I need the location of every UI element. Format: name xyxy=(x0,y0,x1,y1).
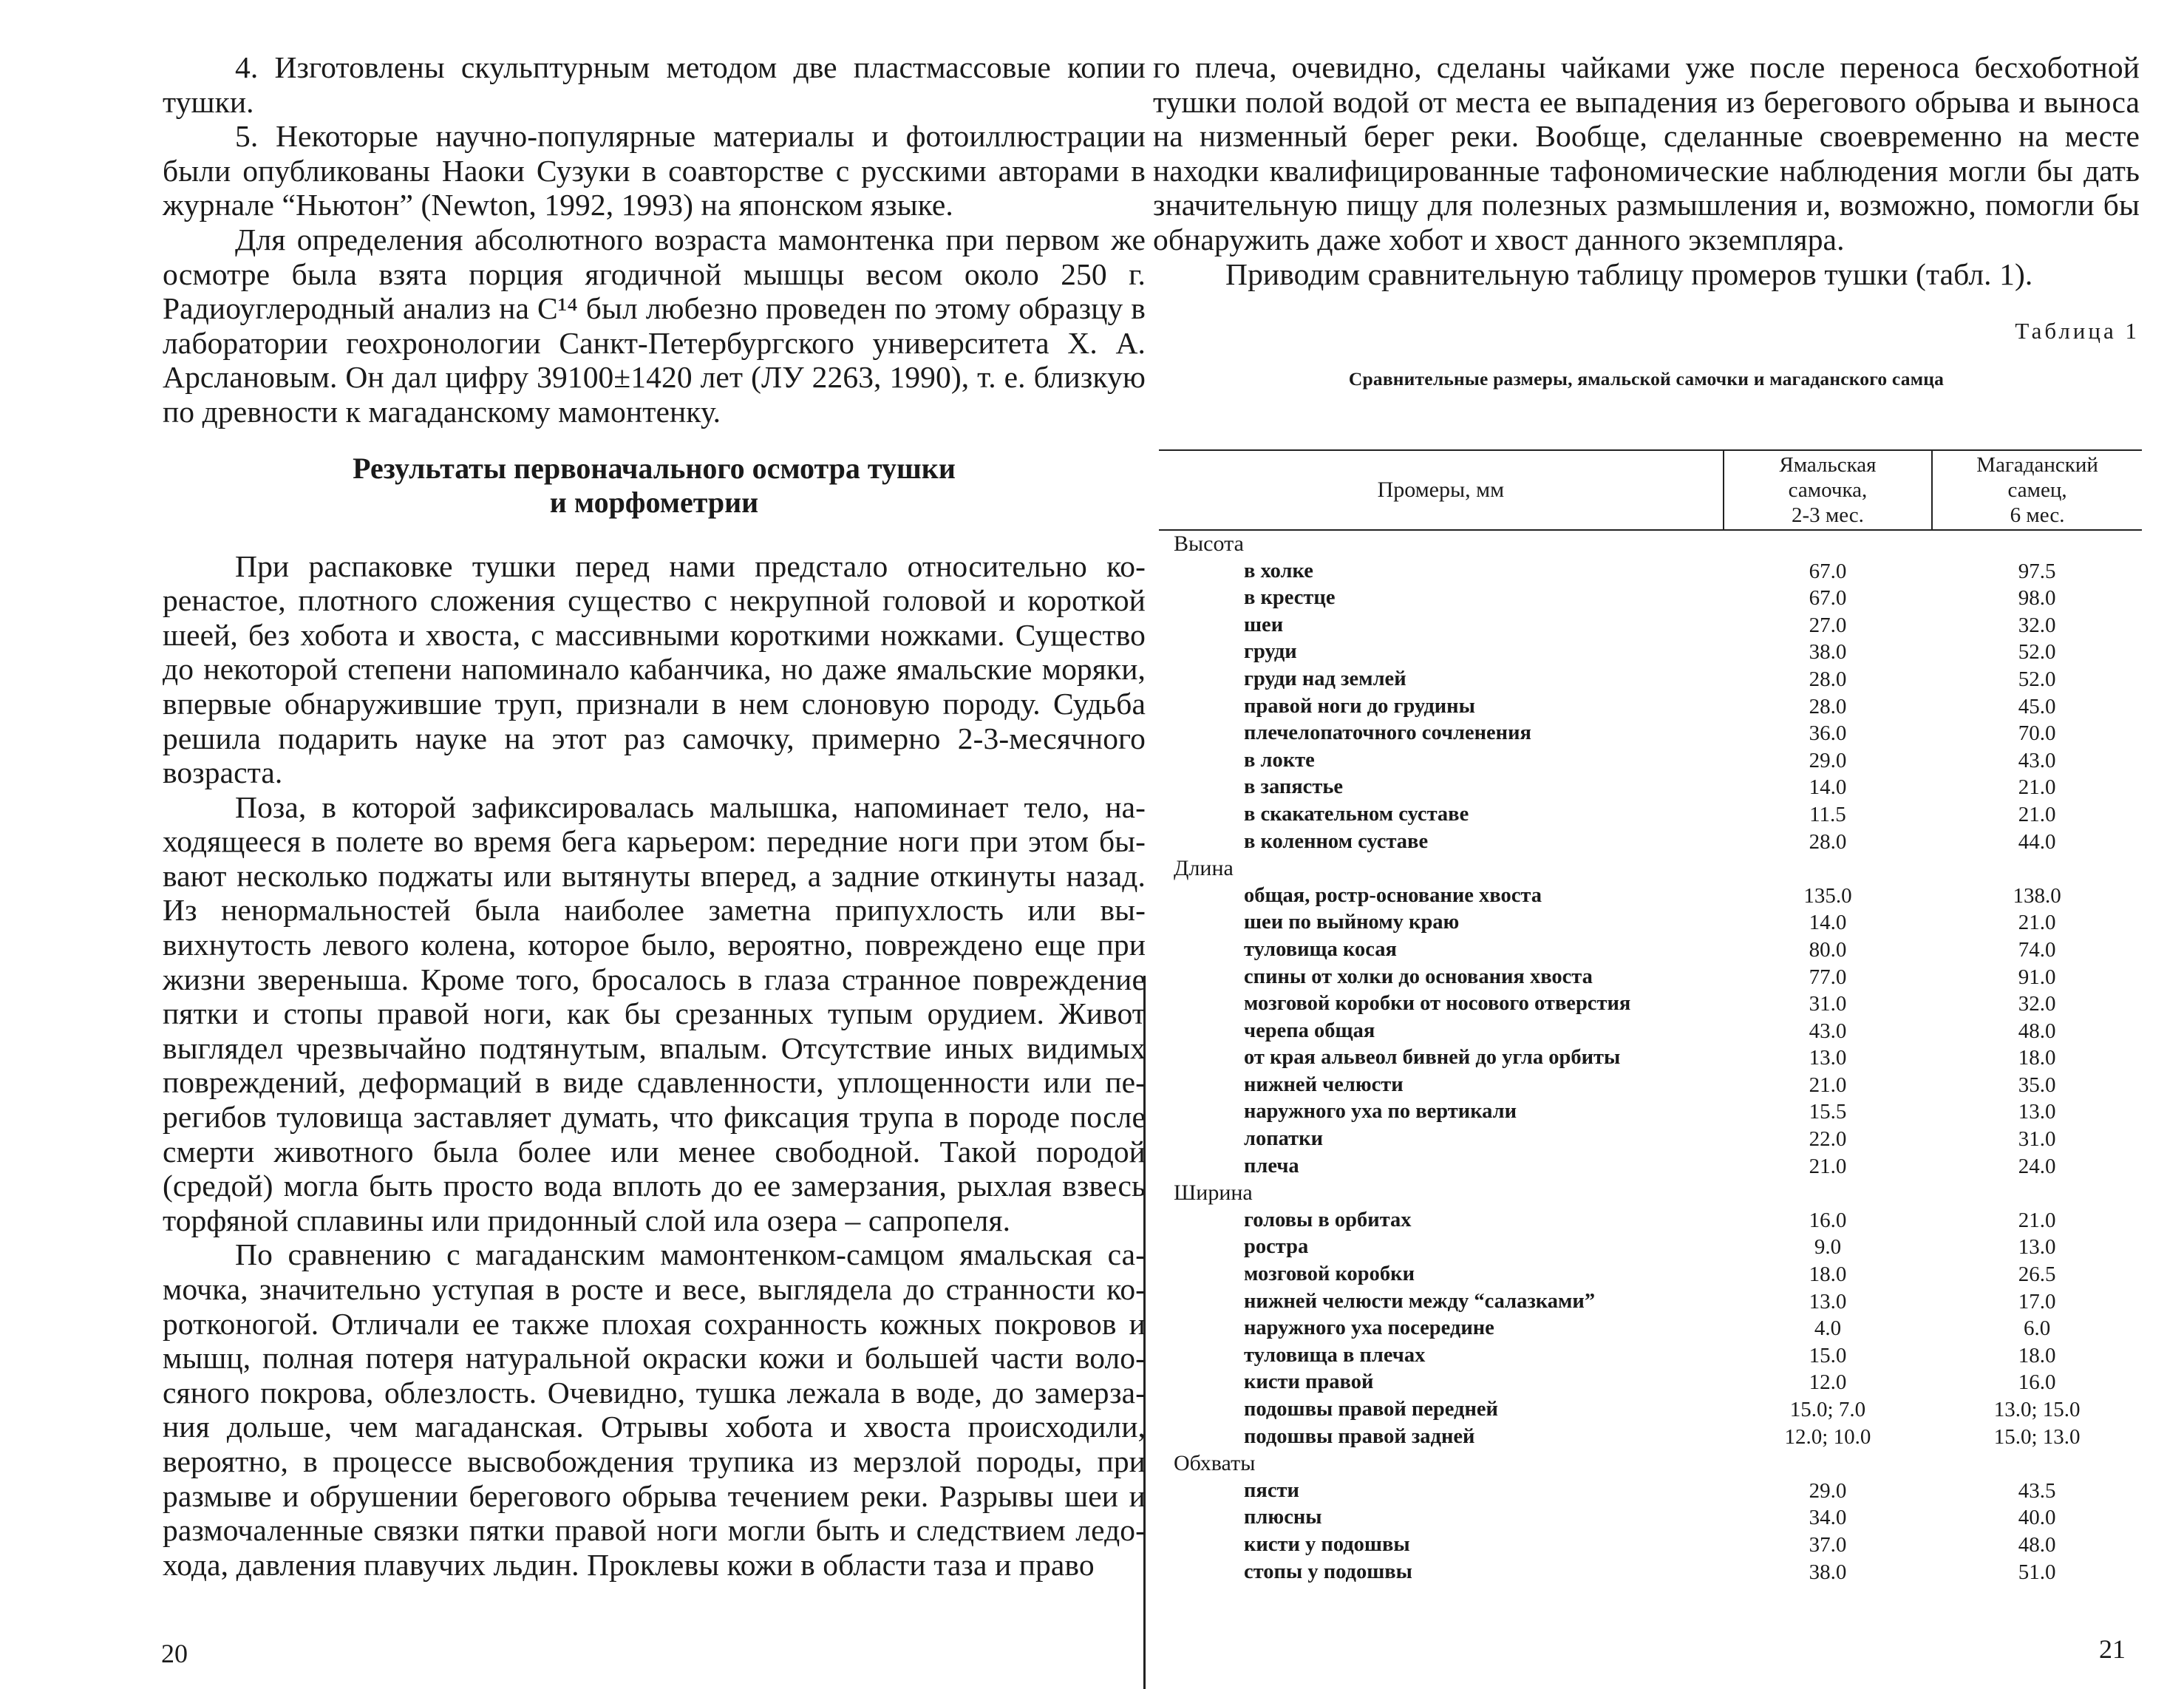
magadan-value: 21.0 xyxy=(2018,802,2056,826)
yamal-value: 9.0 xyxy=(1814,1235,1842,1260)
section-heading-line2: и морфометрии xyxy=(549,485,759,519)
measurement-name: лопатки xyxy=(1244,1127,1324,1151)
magadan-value: 44.0 xyxy=(2018,829,2056,854)
page-number-left: 20 xyxy=(161,1639,188,1668)
magadan-value: 17.0 xyxy=(2018,1289,2056,1314)
table-row xyxy=(1159,1207,2142,1234)
magadan-value: 138.0 xyxy=(2013,883,2061,908)
table-row xyxy=(1159,1234,2142,1261)
table-row xyxy=(1159,612,2142,639)
magadan-value: 13.0; 15.0 xyxy=(1993,1398,2081,1421)
yamal-value: 13.0 xyxy=(1809,1046,1847,1070)
measurement-name: туловища в плечах xyxy=(1244,1343,1426,1367)
yamal-value: 37.0 xyxy=(1809,1532,1847,1557)
magadan-value: 48.0 xyxy=(2018,1532,2056,1557)
measurement-name: плеча xyxy=(1244,1154,1299,1177)
magadan-value: 43.0 xyxy=(2018,748,2056,772)
yamal-value: 11.5 xyxy=(1809,802,1846,826)
yamal-value: 18.0 xyxy=(1809,1262,1847,1287)
table-row xyxy=(1159,1018,2142,1045)
table-title: Сравнительные размеры, ямальской самочки и магаданского самца xyxy=(1348,368,1945,390)
paragraph-unpacking: При распаковке тушки перед нами предстало относительно коренастое, плотного сложения существо с некрупной головой и короткой шеей, без хобота и хвоста, с массивными короткими ножками. Существо до некоторой степени напоминало кабанчика, но даже ямальские моряки, впервые обнаружившие труп, признали в нем слоновую породу. Судьба решила подарить науке на этот раз самочку, примерно 2-3-месячного возраста. xyxy=(163,548,1146,790)
table-row xyxy=(1159,909,2142,937)
measurements-table xyxy=(1159,449,2142,1586)
magadan-value: 21.0 xyxy=(2018,1208,2056,1232)
table-row xyxy=(1159,1559,2142,1586)
yamal-value: 16.0 xyxy=(1809,1208,1847,1232)
yamal-value: 15.0 xyxy=(1809,1343,1847,1367)
measurement-name: подошвы правой задней xyxy=(1244,1424,1475,1448)
table-row xyxy=(1159,1153,2142,1180)
yamal-value: 67.0 xyxy=(1809,559,1847,583)
table-row xyxy=(1159,585,2142,612)
magadan-value: 15.0; 13.0 xyxy=(1993,1424,2081,1449)
yamal-value: 13.0 xyxy=(1809,1289,1847,1314)
yamal-value: 21.0 xyxy=(1809,1073,1847,1097)
magadan-value: 24.0 xyxy=(2018,1154,2056,1178)
measurement-name: груди над землей xyxy=(1244,667,1406,690)
table-body xyxy=(1159,530,2142,1586)
table-row xyxy=(1159,1532,2142,1559)
yamal-value: 36.0 xyxy=(1809,721,1847,746)
magadan-value: 40.0 xyxy=(2018,1506,2056,1530)
magadan-value: 70.0 xyxy=(2018,721,2056,746)
magadan-value: 51.0 xyxy=(2018,1560,2056,1584)
table-group-row xyxy=(1159,530,2142,558)
measurement-name: от края альвеол бивней до угла орбиты xyxy=(1244,1046,1621,1070)
measurement-name: груди xyxy=(1244,640,1297,664)
measurement-name: правой ноги до грудины xyxy=(1244,694,1475,718)
table-group-row xyxy=(1159,1450,2142,1478)
table-row xyxy=(1159,1342,2142,1370)
paragraph-comparison: По сравнению с магаданским мамонтенком-самцом ямальская самочка, значительно уступая в росте и весе, выглядела до странности коротконогой. Отличали ее также плохая сохранность кожных покровов и мышц, полная потеря натуральной окраски кожи и большей части волосяного покрова, облезлость. Очевидно, тушка лежала в воде, до замерзания дольше, чем магаданская. Отрывы хобота и хвоста происходили, вероятно, в процессе высвобождения трупика из мерзлой породы, при размыве и обрушении берегового обрыва течением реки. Разрывы шеи и размочаленные связки пятки правой ноги могли быть и следствием ледохода, давления плавучих льдин. Проклевы кожи в области таза и право xyxy=(163,1237,1146,1582)
measurement-name: общая, ростр-основание хвоста xyxy=(1244,883,1542,907)
table-row xyxy=(1159,1478,2142,1505)
yamal-value: 15.0; 7.0 xyxy=(1789,1398,1866,1421)
page-number-right: 21 xyxy=(2099,1634,2126,1664)
yamal-value: 34.0 xyxy=(1809,1506,1847,1530)
table-row xyxy=(1159,693,2142,721)
paragraph-radiocarbon: Для определения абсолютного возраста мамонтенка при первом же осмотре была взята порция ягодичной мышцы весом около 250 г. Радиоуглеродный анализ на С¹⁴ был любезно проведен по этому образцу в лаборатории геохронологии Санкт-Петербургского университета Х. А. Арслановым. Он дал цифру 39100±1420 лет (ЛУ 2263, 1990), т. е. близкую по древности к магаданскому мамонтенку. xyxy=(163,222,1146,429)
measurement-name: кисти у подошвы xyxy=(1244,1532,1410,1556)
table-header-row xyxy=(1159,450,2142,530)
measurement-name: головы в орбитах xyxy=(1244,1208,1412,1231)
magadan-value: 6.0 xyxy=(2023,1316,2051,1341)
header-magadan-line3: 6 мес. xyxy=(2010,503,2065,527)
measurement-name: шеи по выйному краю xyxy=(1244,911,1460,934)
yamal-value: 29.0 xyxy=(1809,748,1847,772)
magadan-value: 16.0 xyxy=(2018,1370,2056,1395)
measurement-name: нижней челюсти между “салазками” xyxy=(1244,1289,1596,1313)
yamal-value: 28.0 xyxy=(1809,694,1847,718)
yamal-value: 14.0 xyxy=(1809,911,1847,935)
yamal-value: 12.0; 10.0 xyxy=(1784,1424,1871,1449)
magadan-value: 18.0 xyxy=(2018,1046,2056,1070)
measurement-name: подошвы правой передней xyxy=(1244,1398,1498,1421)
measurement-name: кисти правой xyxy=(1244,1370,1374,1394)
yamal-value: 38.0 xyxy=(1809,640,1847,665)
table-row xyxy=(1159,883,2142,910)
left-text-column xyxy=(163,50,1146,1582)
table-caption: Таблица 1 xyxy=(2015,318,2140,344)
measurement-name: плечелопаточного сочленения xyxy=(1244,721,1531,745)
table-row xyxy=(1159,1044,2142,1072)
magadan-value: 52.0 xyxy=(2018,640,2056,665)
yamal-value: 22.0 xyxy=(1809,1127,1847,1152)
magadan-value: 18.0 xyxy=(2018,1343,2056,1367)
yamal-value: 27.0 xyxy=(1809,613,1847,637)
yamal-value: 43.0 xyxy=(1809,1019,1847,1043)
yamal-value: 135.0 xyxy=(1803,883,1852,908)
table-row xyxy=(1159,747,2142,775)
magadan-value: 32.0 xyxy=(2018,992,2056,1016)
magadan-value: 97.5 xyxy=(2018,559,2056,583)
measurement-name: спины от холки до основания хвоста xyxy=(1244,965,1593,988)
measurement-name: наружного уха по вертикали xyxy=(1244,1100,1517,1124)
table-row xyxy=(1159,1504,2142,1532)
magadan-value: 26.5 xyxy=(2018,1262,2056,1287)
measurement-name: мозговой коробки xyxy=(1244,1262,1415,1286)
measurement-name: черепа общая xyxy=(1244,1019,1375,1042)
magadan-value: 91.0 xyxy=(2018,965,2056,989)
yamal-value: 38.0 xyxy=(1809,1560,1847,1584)
table-row xyxy=(1159,666,2142,693)
right-text-column xyxy=(1153,50,2140,390)
yamal-value: 80.0 xyxy=(1809,937,1847,962)
magadan-value: 98.0 xyxy=(2018,586,2056,611)
magadan-value: 21.0 xyxy=(2018,911,2056,935)
paragraph-pose: Поза, в которой зафиксировалась малышка, напоминает тело, находящееся в полете во время бега карьером: передние ноги при этом бывают несколько поджаты или вытянуты вперед, а задние откинуты назад. Из ненормальностей была наиболее заметна припухлость или вывихнутость левого колена, которое было, вероятно, повреждено еще при жизни звереныша. Кроме того, бросалось в глаза странное повреждение пятки и стопы правой ноги, как бы срезанных тупым орудием. Живот выглядел чрезвычайно подтянутым, впалым. Отсутствие иных видимых повреждений, деформаций в виде сдавленности, уплощенности или перегибов туловища заставляет думать, что фиксация трупа в породе после смерти животного была более или менее свободной. Такой породой (средой) могла быть просто вода вплоть до ее замерзания, рыхлая взвесь торфяной сплавины или придонный слой ила озера – сапропеля. xyxy=(163,789,1146,1237)
header-magadan-line2: самец, xyxy=(2007,478,2067,502)
yamal-value: 28.0 xyxy=(1809,667,1847,691)
table-group-label: Высота xyxy=(1174,531,1244,556)
paragraph-item-4: 4. Изготовлены скульптурным методом две пластмассовые копии тушки. xyxy=(163,50,1146,119)
magadan-value: 13.0 xyxy=(2018,1100,2056,1124)
table-row xyxy=(1159,1396,2142,1424)
yamal-value: 28.0 xyxy=(1809,829,1847,854)
table-row xyxy=(1159,1126,2142,1153)
table-row xyxy=(1159,558,2142,585)
measurement-name: в коленном суставе xyxy=(1244,829,1429,853)
table-row xyxy=(1159,774,2142,801)
header-yamal-line3: 2-3 мес. xyxy=(1791,503,1864,527)
table-row xyxy=(1159,1098,2142,1126)
section-heading xyxy=(163,452,1146,520)
yamal-value: 31.0 xyxy=(1809,992,1847,1016)
section-heading-line1: Результаты первоначального осмотра тушки xyxy=(353,451,956,485)
yamal-value: 14.0 xyxy=(1809,775,1847,800)
table-row xyxy=(1159,829,2142,856)
measurement-name: нижней челюсти xyxy=(1244,1073,1404,1096)
paragraph-continuation: го плеча, очевидно, сделаны чайками уже после переноса бесхоботной тушки полой водой от места ее выпадения из берегового обрыва и выноса на низменный берег реки. Вообще, сделанные своевременно на месте находки квалифицированные тафономические наблюдения могли бы дать значительную пищу для полезных размышления и, возможно, помогли бы обнаружить даже хобот и хвост данного экземпляра. xyxy=(1153,50,2140,256)
magadan-value: 35.0 xyxy=(2018,1073,2056,1097)
yamal-value: 21.0 xyxy=(1809,1154,1847,1178)
header-measurements: Промеры, мм xyxy=(1159,450,1724,530)
magadan-value: 52.0 xyxy=(2018,667,2056,691)
header-magadan-line1: Магаданский xyxy=(1976,453,2098,477)
yamal-value: 15.5 xyxy=(1809,1100,1847,1124)
measurement-name: ростра xyxy=(1244,1235,1309,1259)
paragraph-table-intro: Приводим сравнительную таблицу промеров тушки (табл. 1). xyxy=(1225,256,2033,291)
table-row xyxy=(1159,1261,2142,1288)
measurement-name: пясти xyxy=(1244,1478,1299,1502)
table-group-label: Обхваты xyxy=(1174,1451,1256,1476)
table-group-row xyxy=(1159,855,2142,883)
table-group-label: Длина xyxy=(1174,856,1234,881)
measurement-name: стопы у подошвы xyxy=(1244,1560,1412,1583)
magadan-value: 48.0 xyxy=(2018,1019,2056,1043)
magadan-value: 74.0 xyxy=(2018,937,2056,962)
magadan-value: 21.0 xyxy=(2018,775,2056,800)
header-magadan-male xyxy=(1932,450,2142,530)
yamal-value: 77.0 xyxy=(1809,965,1847,989)
table-row xyxy=(1159,720,2142,747)
table-row xyxy=(1159,990,2142,1018)
table-row xyxy=(1159,1424,2142,1451)
measurement-name: в крестце xyxy=(1244,586,1336,610)
measurement-name: шеи xyxy=(1244,613,1284,636)
magadan-value: 43.5 xyxy=(2018,1478,2056,1503)
table-row xyxy=(1159,801,2142,829)
measurement-name: в запястье xyxy=(1244,775,1344,799)
table-row xyxy=(1159,1072,2142,1099)
magadan-value: 13.0 xyxy=(2018,1235,2056,1260)
measurement-name: в локте xyxy=(1244,748,1315,772)
yamal-value: 12.0 xyxy=(1809,1370,1847,1395)
table-row xyxy=(1159,639,2142,666)
table-group-row xyxy=(1159,1180,2142,1207)
yamal-value: 4.0 xyxy=(1814,1316,1842,1341)
table-group-label: Ширина xyxy=(1174,1180,1253,1206)
header-yamal-line2: самочка, xyxy=(1788,478,1868,502)
magadan-value: 32.0 xyxy=(2018,613,2056,637)
measurement-name: плюсны xyxy=(1244,1506,1322,1529)
table-row xyxy=(1159,1315,2142,1342)
table-row xyxy=(1159,1288,2142,1316)
measurement-name: мозговой коробки от носового отверстия xyxy=(1244,992,1631,1016)
yamal-value: 29.0 xyxy=(1809,1478,1847,1503)
table-row xyxy=(1159,964,2142,991)
table-row xyxy=(1159,937,2142,964)
paragraph-item-5: 5. Некоторые научно-популярные материалы и фотоиллюстрации были опубликованы Наоки Сузуки в соавторстве с русскими авторами в журнале “Ньютон” (Newton, 1992, 1993) на японском языке. xyxy=(163,119,1146,222)
measurement-name: в скакательном суставе xyxy=(1244,802,1469,826)
yamal-value: 67.0 xyxy=(1809,586,1847,611)
header-yamal-line1: Ямальская xyxy=(1779,453,1877,477)
header-yamal-female xyxy=(1724,450,1932,530)
measurement-name: туловища косая xyxy=(1244,937,1397,961)
magadan-value: 31.0 xyxy=(2018,1127,2056,1152)
measurement-name: наружного уха посередине xyxy=(1244,1316,1494,1340)
magadan-value: 45.0 xyxy=(2018,694,2056,718)
measurement-name: в холке xyxy=(1244,559,1313,582)
table-row xyxy=(1159,1369,2142,1396)
